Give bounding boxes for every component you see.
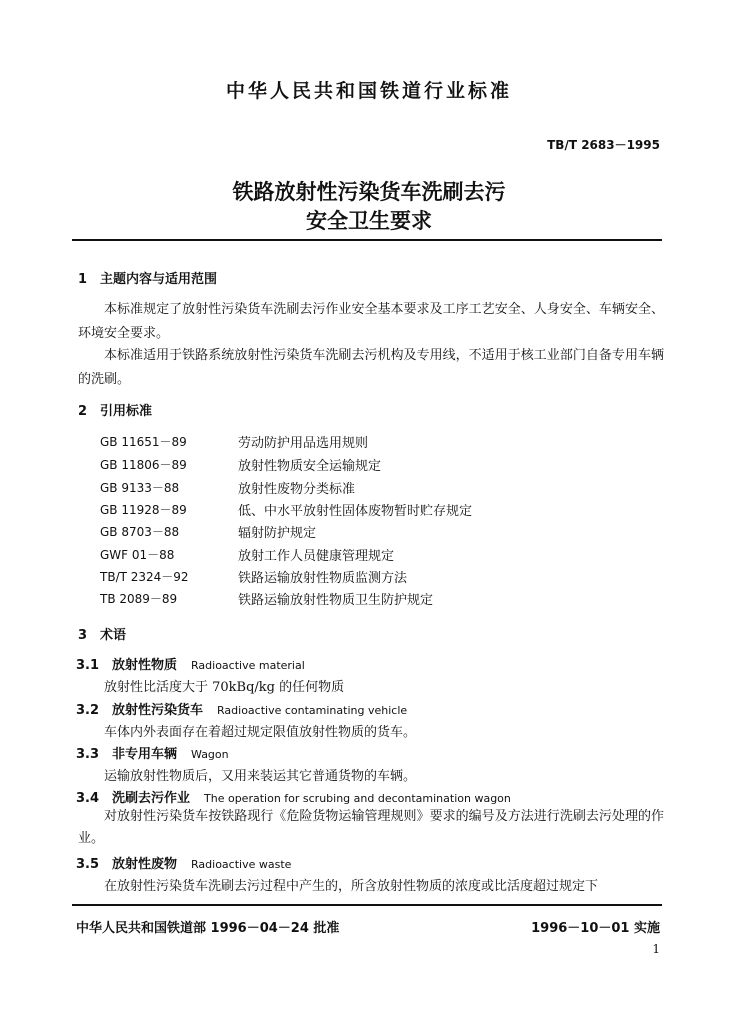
- term-number: 3.5: [76, 857, 100, 872]
- term-chinese: 放射性废物: [112, 857, 178, 872]
- section-title: 术语: [100, 628, 127, 643]
- term-number: 3.4: [76, 791, 100, 806]
- section-2-heading: [78, 400, 152, 419]
- term-english: The operation for scrubing and decontamination wagon: [204, 792, 511, 805]
- ref-name: 放射工作人员健康管理规定: [238, 549, 395, 564]
- ref-code: TB/T 2324－92: [100, 570, 189, 584]
- section-1-paragraph-2: 本标准适用于铁路系统放射性污染货车洗刷去污机构及专用线，不适用于核工业部门自备专用车辆的洗刷。: [78, 348, 664, 387]
- ref-code: GB 11928－89: [100, 503, 187, 517]
- standard-category-header: 中华人民共和国铁道行业标准: [225, 80, 512, 102]
- term-definition: 在放射性污染货车洗刷去污过程中产生的，所含放射性物质的浓度或比活度超过规定下: [104, 879, 599, 894]
- term-english: Wagon: [191, 748, 229, 761]
- term-chinese: 非专用车辆: [112, 747, 178, 762]
- term-definition: 放射性比活度大于 70kBq/kg 的任何物质: [104, 680, 345, 695]
- section-number: 1: [78, 272, 88, 287]
- ref-code: GB 8703－88: [100, 525, 180, 539]
- term-english: Radioactive waste: [191, 858, 292, 871]
- page-number: 1: [652, 942, 660, 956]
- term-entry: [76, 787, 511, 806]
- term-chinese: 放射性物质: [112, 658, 178, 673]
- section-number: 2: [78, 404, 88, 419]
- term-chinese: 放射性污染货车: [112, 703, 204, 718]
- term-entry: [76, 743, 229, 762]
- term-entry: [76, 853, 291, 872]
- ref-name: 铁路运输放射性物质卫生防护规定: [238, 593, 434, 608]
- section-3-heading: [78, 624, 126, 643]
- ref-code: GB 11651－89: [100, 435, 187, 449]
- term-english: Radioactive contaminating vehicle: [217, 704, 408, 717]
- term-number: 3.1: [76, 658, 100, 673]
- section-number: 3: [78, 628, 88, 643]
- implementation-date: 1996－10－01 实施: [531, 921, 660, 936]
- section-title: 引用标准: [100, 404, 153, 419]
- ref-code: GWF 01－88: [100, 548, 175, 562]
- ref-code: GB 11806－89: [100, 458, 187, 472]
- term-number: 3.3: [76, 747, 100, 762]
- ref-name: 低、中水平放射性固体废物暂时贮存规定: [238, 504, 473, 519]
- approval-line: 中华人民共和国铁道部 1996－04－24 批准: [76, 921, 340, 936]
- standard-number: TB/T 2683－1995: [547, 138, 660, 152]
- term-entry: [76, 654, 305, 673]
- term-definition: 对放射性污染货车按铁路现行《危险货物运输管理规则》要求的编号及方法进行洗刷去污处理的作业。: [78, 809, 664, 846]
- ref-name: 辐射防护规定: [238, 526, 317, 541]
- ref-code: GB 9133－88: [100, 481, 180, 495]
- ref-name: 放射性废物分类标准: [238, 482, 356, 497]
- ref-name: 铁路运输放射性物质监测方法: [238, 571, 408, 586]
- section-1-paragraph-1: 本标准规定了放射性污染货车洗刷去污作业安全基本要求及工序工艺安全、人身安全、车辆安全、环境安全要求。: [78, 302, 664, 341]
- section-1-heading: [78, 268, 217, 287]
- term-chinese: 洗刷去污作业: [112, 791, 191, 806]
- section-title: 主题内容与适用范围: [100, 272, 218, 287]
- term-definition: 运输放射性物质后，又用来装运其它普通货物的车辆。: [104, 769, 417, 784]
- term-definition: 车体内外表面存在着超过规定限值放射性物质的货车。: [104, 725, 417, 740]
- ref-code: TB 2089－89: [100, 592, 178, 606]
- ref-name: 劳动防护用品选用规则: [238, 436, 369, 451]
- term-number: 3.2: [76, 703, 100, 718]
- ref-name: 放射性物质安全运输规定: [238, 459, 382, 474]
- term-entry: [76, 699, 407, 718]
- footer-divider: [72, 904, 662, 906]
- document-title-line2: 安全卫生要求: [306, 209, 432, 233]
- title-divider: [72, 239, 662, 241]
- document-title-line1: 铁路放射性污染货车洗刷去污: [232, 180, 506, 204]
- term-english: Radioactive material: [191, 659, 305, 672]
